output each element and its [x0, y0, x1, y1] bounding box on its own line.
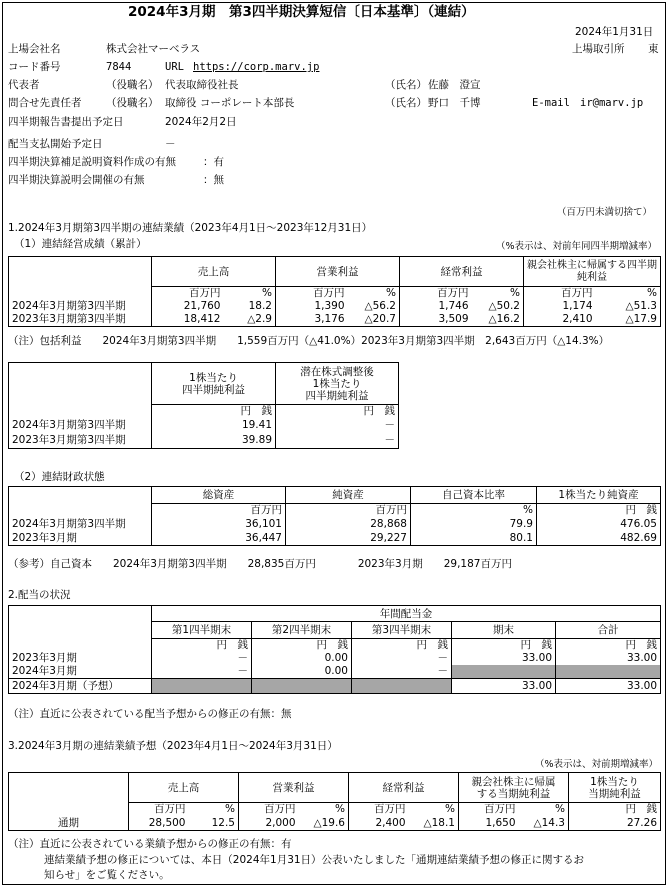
row-label: 2024年3月期第3四半期 — [9, 517, 152, 531]
header-total-assets: 総資産 — [152, 487, 286, 504]
unit-cell: 円 銭 — [569, 803, 661, 816]
row-label: 2023年3月期第3四半期 — [9, 313, 152, 327]
cell: 33.00 — [452, 652, 556, 665]
cell: 33.00 — [556, 679, 661, 694]
blank — [9, 405, 152, 418]
cell: 1,174 — [524, 300, 596, 313]
header-q3: 第3四半期末 — [352, 622, 452, 639]
cell: 1,746 — [400, 300, 472, 313]
section1-sub2: （2）連結財政状態 — [14, 471, 105, 483]
email-label: E-mail — [532, 97, 570, 109]
table-corner — [9, 363, 152, 405]
cell: 3,509 — [400, 313, 472, 327]
contact-name-label: （氏名） — [385, 97, 427, 109]
cell: 2,410 — [524, 313, 596, 327]
blank — [9, 287, 152, 300]
header-net-income — [459, 773, 569, 803]
header-diluted-line3: 四半期純利益 — [305, 389, 369, 402]
row-label: 2023年3月期 — [9, 531, 152, 546]
contact-name: 野口 千博 — [428, 97, 481, 109]
unit-cell: 円 銭 — [537, 504, 661, 517]
row-label: 2024年3月期第3四半期 — [9, 418, 152, 433]
operating-results-table — [8, 256, 661, 327]
cell: 36,447 — [152, 531, 286, 546]
header-net-income-line2: する当期純利益 — [476, 787, 551, 800]
cell-shaded — [452, 665, 556, 679]
listed-value: 株式会社マーベラス — [106, 43, 201, 55]
rep-name: 佐藤 澄宣 — [428, 79, 481, 91]
header-diluted-eps — [276, 363, 399, 405]
contact-label: 問合せ先責任者 — [8, 97, 82, 109]
section1-heading: 1.2024年3月期第3四半期の連結業績（2023年4月1日～2023年12月31日） — [8, 222, 373, 234]
cell: △19.6 — [299, 816, 349, 831]
cell: 19.41 — [152, 418, 276, 433]
header-total: 合計 — [556, 622, 661, 639]
code-value: 7844 — [106, 61, 132, 73]
unit-cell: 円 銭 — [152, 405, 276, 418]
table-row — [9, 433, 399, 449]
forecast-table — [8, 772, 661, 831]
cell: △16.2 — [472, 313, 524, 327]
cell-shaded — [252, 679, 352, 694]
section3-heading: 3.2024年3月期の連結業績予想（2023年4月1日～2024年3月31日） — [8, 740, 338, 752]
unit-cell: 円 銭 — [152, 639, 252, 652]
blank — [9, 504, 152, 517]
header-q2: 第2四半期末 — [252, 622, 352, 639]
cell: △56.2 — [348, 300, 400, 313]
forecast-revision-note: （注）直近に公表されている業績予想からの修正の有無：有 — [8, 838, 292, 850]
exchange-label: 上場取引所 — [572, 43, 625, 55]
unit-cell: 百万円 — [349, 803, 409, 816]
unit-cell: 百万円 — [152, 287, 224, 300]
unit-cell: 百万円 — [239, 803, 299, 816]
table-row — [9, 816, 661, 831]
cell: 3,176 — [276, 313, 348, 327]
header-net-assets: 純資産 — [286, 487, 411, 504]
row-label: 通期 — [9, 816, 129, 831]
table-row — [9, 300, 661, 313]
header-net-income — [524, 257, 661, 287]
supp-material-value: ：有 — [203, 156, 224, 168]
cell: 21,760 — [152, 300, 224, 313]
cell: － — [152, 665, 252, 679]
briefing-label: 四半期決算説明会開催の有無 — [8, 174, 145, 186]
cell: △50.2 — [472, 300, 524, 313]
contact-role: 取締役 コーポレート本部長 — [165, 97, 295, 109]
cell: 0.00 — [252, 652, 352, 665]
unit-cell: % — [596, 287, 661, 300]
header-q1: 第1四半期末 — [152, 622, 252, 639]
unit-note: （百万円未満切捨て） — [557, 207, 653, 218]
cell: － — [152, 652, 252, 665]
cell: △51.3 — [596, 300, 661, 313]
cell: － — [352, 652, 452, 665]
header-eps-line1: 1株当たり — [590, 775, 639, 788]
unit-cell: % — [409, 803, 459, 816]
cell: 39.89 — [152, 433, 276, 449]
comprehensive-income-note: （注）包括利益 2024年3月期第3四半期 1,559百万円（△41.0%）2023年3月期第3四半期 2,643百万円（△14.3%） — [8, 335, 610, 347]
rep-name-label: （氏名） — [385, 79, 427, 91]
row-label: 2023年3月期 — [9, 652, 152, 665]
cell: 1,650 — [459, 816, 519, 831]
unit-cell: 円 銭 — [556, 639, 661, 652]
cell: 0.00 — [252, 665, 352, 679]
header-eps — [152, 363, 276, 405]
section1-sub1: （1）連結経営成績（累計） — [14, 238, 147, 250]
cell: 36,101 — [152, 517, 286, 531]
eps-table — [8, 362, 399, 449]
dividend-start-value: － — [165, 138, 176, 150]
header-diluted-line2: 1株当たり — [312, 377, 362, 390]
cell: △14.3 — [519, 816, 569, 831]
table-row — [9, 531, 661, 546]
unit-cell: 円 銭 — [452, 639, 556, 652]
dividend-revision-note: （注）直近に公表されている配当予想からの修正の有無：無 — [8, 708, 292, 720]
header-operating-income: 営業利益 — [239, 773, 349, 803]
unit-cell: % — [519, 803, 569, 816]
cell: △2.9 — [224, 313, 276, 327]
cell-shaded — [352, 679, 452, 694]
cell: 28,868 — [286, 517, 411, 531]
table-row — [9, 313, 661, 327]
cell: 2,000 — [239, 816, 299, 831]
unit-cell: 百万円 — [276, 287, 348, 300]
forecast-revision-detail-1: 連結業績予想の修正については、本日（2024年1月31日）公表いたしました「通期連結業績予想の修正に関するお — [44, 854, 585, 866]
unit-cell: % — [189, 803, 239, 816]
rep-label: 代表者 — [8, 79, 40, 91]
url-link[interactable]: https://corp.marv.jp — [193, 61, 320, 73]
header-sales: 売上高 — [129, 773, 239, 803]
header-sales: 売上高 — [152, 257, 276, 287]
unit-cell: % — [348, 287, 400, 300]
header-eps — [569, 773, 661, 803]
cell: － — [276, 418, 399, 433]
dividend-start-label: 配当支払開始予定日 — [8, 138, 103, 150]
cell: 33.00 — [452, 679, 556, 694]
row-label: 2024年3月期 — [9, 665, 152, 679]
row-label: 2023年3月期第3四半期 — [9, 433, 152, 449]
table-corner — [9, 257, 152, 287]
forecast-revision-detail-2: 知らせ」をご覧ください。 — [44, 869, 170, 881]
unit-cell: % — [299, 803, 349, 816]
cell: 18.2 — [224, 300, 276, 313]
cell: 80.1 — [411, 531, 537, 546]
cell: △17.9 — [596, 313, 661, 327]
listed-label: 上場会社名 — [8, 43, 61, 55]
unit-cell: 百万円 — [400, 287, 472, 300]
dividends-table — [8, 605, 661, 694]
section2-heading: 2.配当の状況 — [8, 589, 71, 601]
cell-shaded — [152, 679, 252, 694]
cell: 1,390 — [276, 300, 348, 313]
report-date: 2024年1月31日 — [575, 26, 654, 38]
header-ordinary-income: 経常利益 — [400, 257, 524, 287]
page-title: 2024年3月期 第3四半期決算短信〔日本基準〕（連結） — [128, 4, 475, 20]
supp-material-label: 四半期決算補足説明資料作成の有無 — [8, 156, 176, 168]
contact-role-label: （役職名） — [106, 97, 159, 109]
cell: 79.9 — [411, 517, 537, 531]
header-eps-line2: 当期純利益 — [588, 787, 641, 800]
unit-cell: 百万円 — [286, 504, 411, 517]
exchange-value: 東 — [648, 43, 659, 55]
cell: 33.00 — [556, 652, 661, 665]
table-row — [9, 652, 661, 665]
table-row — [9, 517, 661, 531]
header-year-end: 期末 — [452, 622, 556, 639]
unit-cell: % — [411, 504, 537, 517]
unit-cell: 円 銭 — [276, 405, 399, 418]
table-row — [9, 665, 661, 679]
code-label: コード番号 — [8, 61, 61, 73]
cell: 29,227 — [286, 531, 411, 546]
table-row — [9, 418, 399, 433]
cell: 482.69 — [537, 531, 661, 546]
unit-cell: 百万円 — [524, 287, 596, 300]
cell: 28,500 — [129, 816, 189, 831]
blank — [9, 622, 152, 639]
unit-cell: 百万円 — [459, 803, 519, 816]
table-row — [9, 679, 661, 694]
report-date-label: 四半期報告書提出予定日 — [8, 116, 124, 128]
header-ordinary-income: 経常利益 — [349, 773, 459, 803]
rep-role-label: （役職名） — [106, 79, 159, 91]
table-corner — [9, 487, 152, 504]
section3-note: （%表示は、対前期増減率） — [535, 759, 659, 770]
financial-position-table — [8, 486, 661, 546]
cell: △18.1 — [409, 816, 459, 831]
cell: 476.05 — [537, 517, 661, 531]
cell: 27.26 — [569, 816, 661, 831]
url-label: URL — [165, 61, 184, 73]
cell: － — [276, 433, 399, 449]
cell-shaded — [556, 665, 661, 679]
unit-cell: 百万円 — [129, 803, 189, 816]
row-label: 2024年3月期第3四半期 — [9, 300, 152, 313]
header-annual-dividend: 年間配当金 — [152, 606, 661, 622]
section1-sub1-note: （%表示は、対前年同四半期増減率） — [496, 241, 658, 252]
blank — [9, 639, 152, 652]
cell: 12.5 — [189, 816, 239, 831]
cell: △20.7 — [348, 313, 400, 327]
blank — [9, 803, 129, 816]
unit-cell: 円 銭 — [352, 639, 452, 652]
unit-cell: % — [224, 287, 276, 300]
rep-role: 代表取締役社長 — [165, 79, 239, 91]
report-date-value: 2024年2月2日 — [165, 116, 237, 128]
cell: 2,400 — [349, 816, 409, 831]
unit-cell: 百万円 — [152, 504, 286, 517]
unit-cell: % — [472, 287, 524, 300]
row-label: 2024年3月期（予想） — [9, 679, 152, 694]
equity-reference-note: （参考）自己資本 2024年3月期第3四半期 28,835百万円 2023年3月期 29,187百万円 — [8, 558, 512, 570]
header-operating-income: 営業利益 — [276, 257, 400, 287]
header-eps-line1: 1株当たり — [189, 371, 238, 384]
header-equity-ratio: 自己資本比率 — [411, 487, 537, 504]
header-diluted-line1: 潜在株式調整後 — [300, 365, 374, 378]
header-net-income-line1: 親会社株主に帰属する四半期純利益 — [527, 259, 657, 283]
unit-cell: 円 銭 — [252, 639, 352, 652]
email-value[interactable]: ir@marv.jp — [580, 97, 644, 109]
cell: 18,412 — [152, 313, 224, 327]
header-net-income-line1: 親会社株主に帰属 — [471, 775, 556, 788]
table-corner — [9, 773, 129, 803]
cell: － — [352, 665, 452, 679]
header-eps-line2: 四半期純利益 — [182, 383, 245, 396]
header-bps: 1株当たり純資産 — [537, 487, 661, 504]
table-corner — [9, 606, 152, 622]
briefing-value: ：無 — [203, 174, 224, 186]
